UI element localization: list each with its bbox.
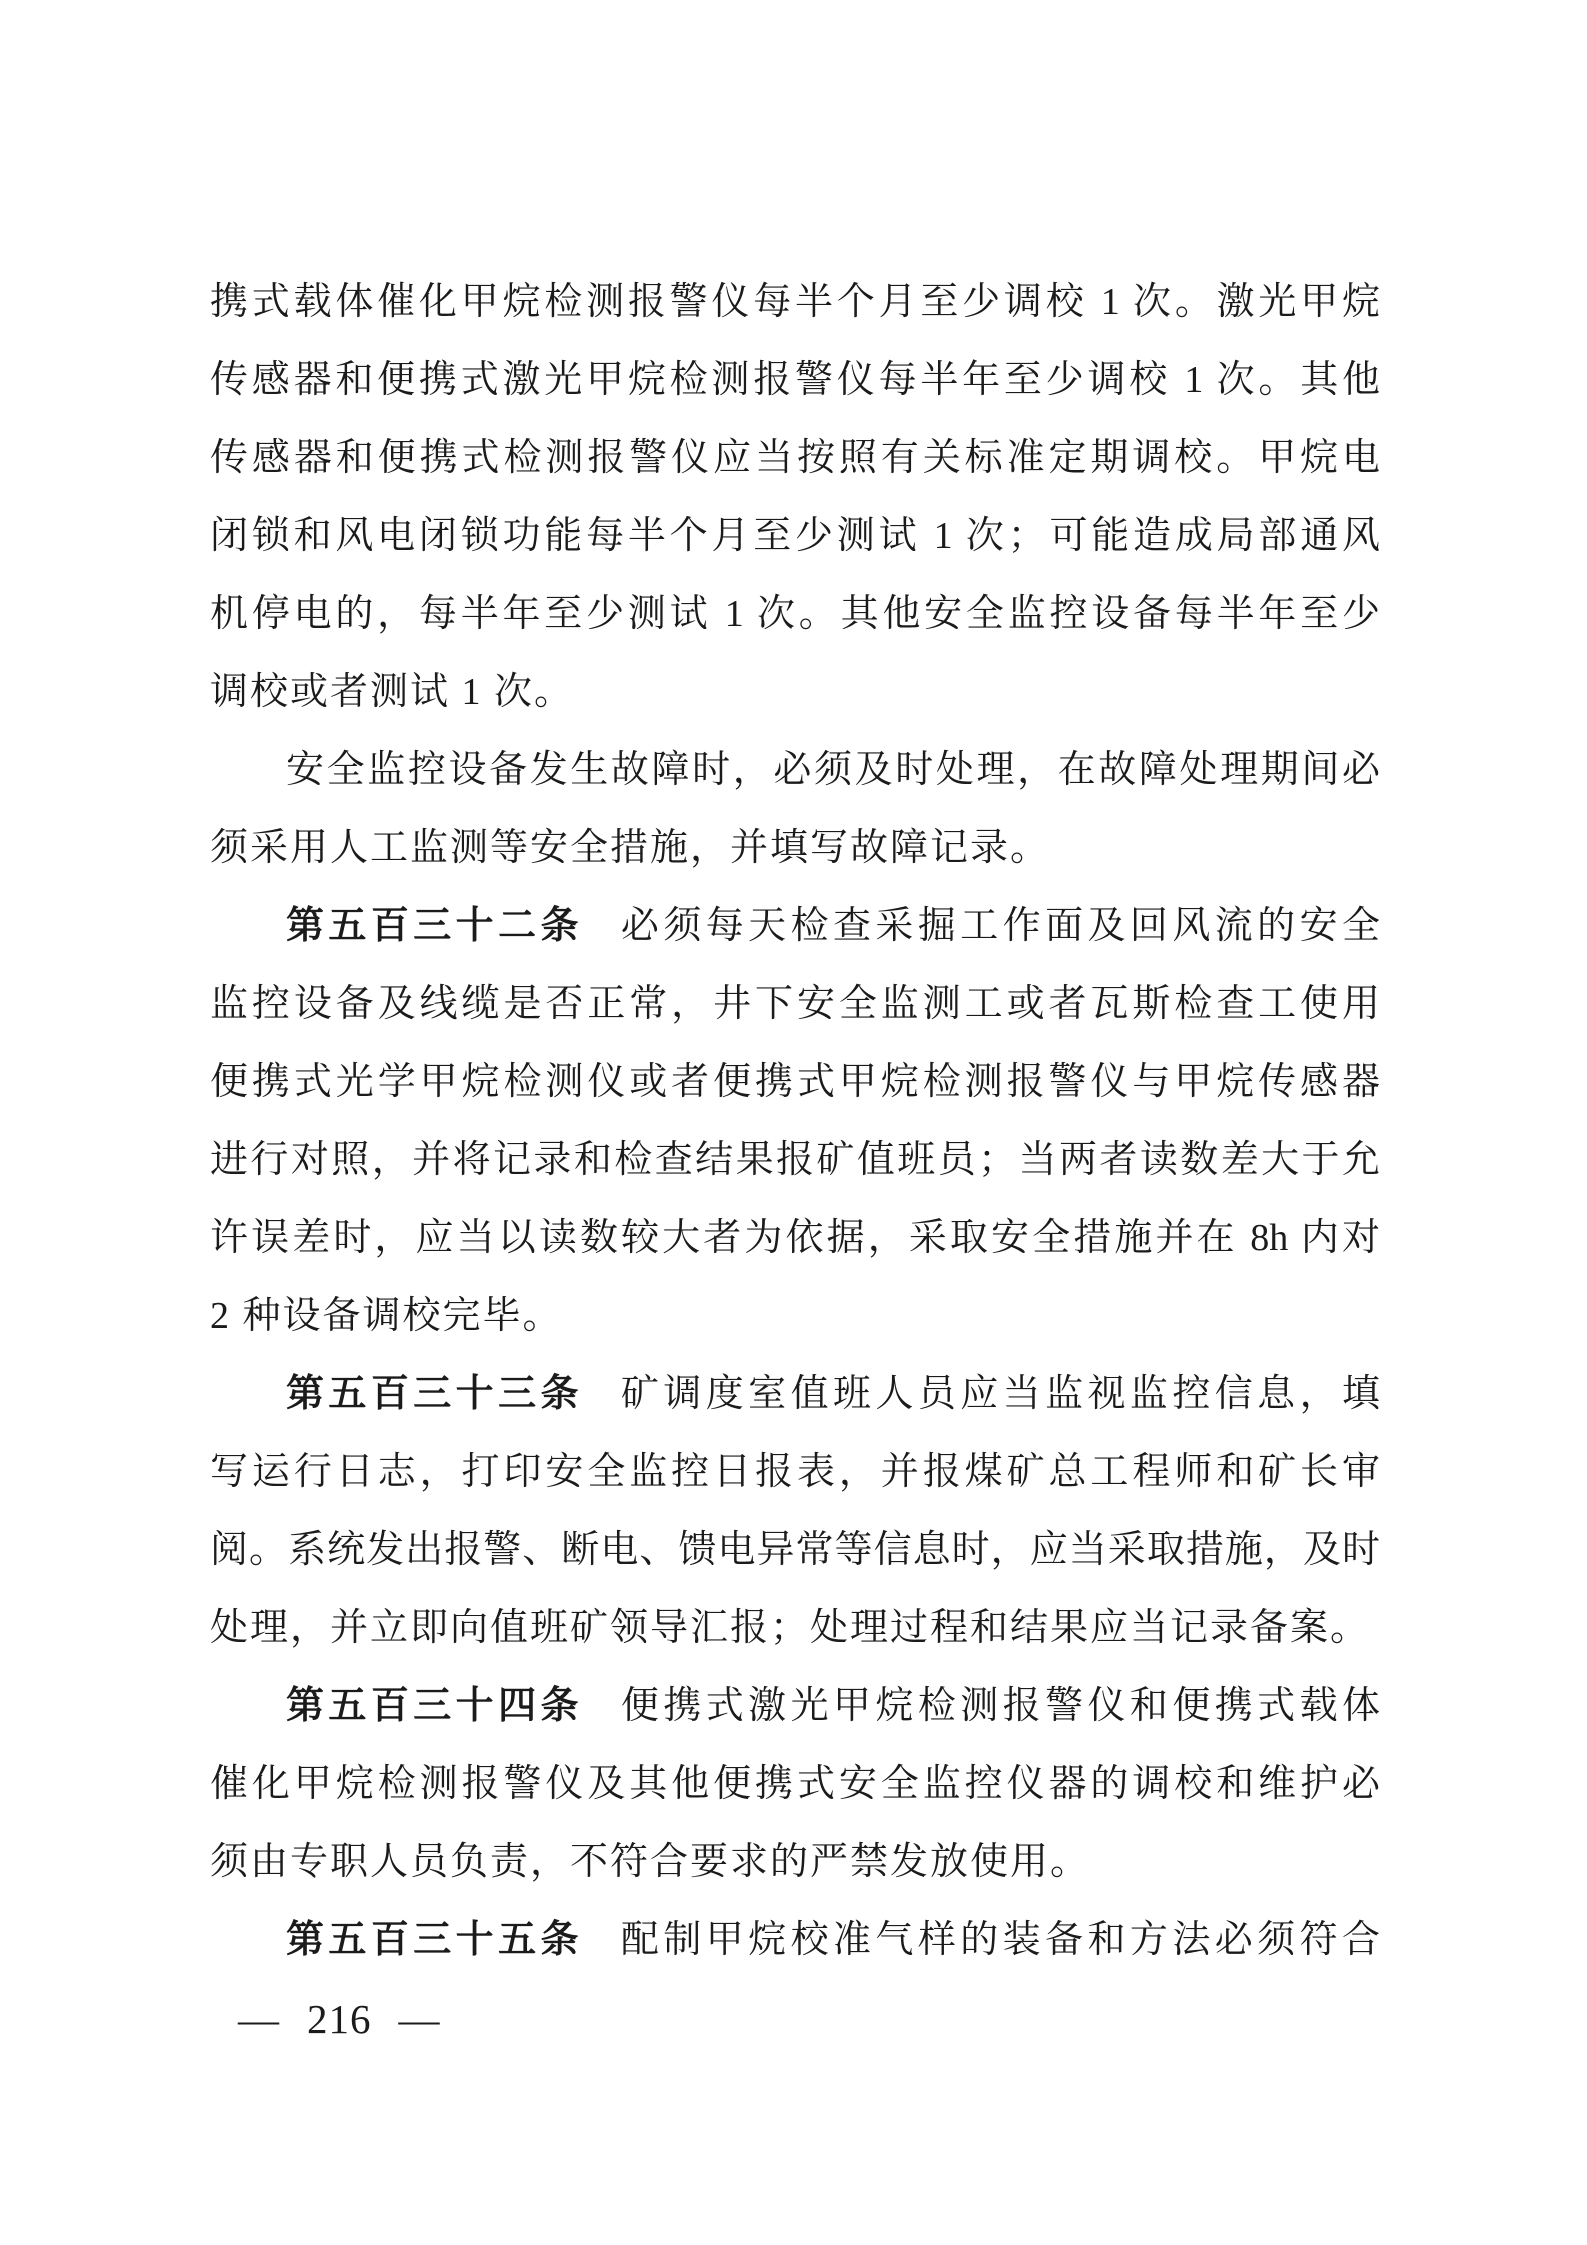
line-text: 携式载体催化甲烷检测报警仪每半个月至少调校 1 次。激光甲烷	[210, 281, 1380, 323]
line-text: 传感器和便携式检测报警仪应当按照有关标准定期调校。甲烷电	[210, 437, 1380, 479]
article-number: 第五百三十五条	[286, 1919, 583, 1961]
text-line	[210, 263, 1380, 341]
line-text: 必须每天检查采掘工作面及回风流的安全	[620, 905, 1380, 947]
line-text: 调校或者测试 1 次。	[210, 671, 575, 713]
text-line	[210, 341, 1380, 419]
line-text: 许误差时，应当以读数较大者为依据，采取安全措施并在 8h 内对	[210, 1217, 1380, 1259]
footer-dash-left: —	[238, 1996, 280, 2042]
line-text: 机停电的，每半年至少测试 1 次。其他安全监控设备每半年至少	[210, 593, 1380, 635]
line-text: 2 种设备调校完毕。	[210, 1295, 563, 1337]
text-line	[210, 809, 1380, 887]
text-line	[210, 1199, 1380, 1277]
line-text: 矿调度室值班人员应当监视监控信息，填	[620, 1373, 1380, 1415]
text-line	[210, 887, 1380, 965]
line-text: 配制甲烷校准气样的装备和方法必须符合	[620, 1919, 1380, 1961]
text-line	[210, 575, 1380, 653]
text-line	[210, 1511, 1380, 1589]
line-text: 进行对照，并将记录和检查结果报矿值班员；当两者读数差大于允	[210, 1139, 1380, 1181]
text-line	[210, 1589, 1380, 1667]
line-text: 阅。系统发出报警、断电、馈电异常等信息时，应当采取措施，及时	[210, 1529, 1380, 1571]
text-line	[210, 1901, 1380, 1979]
text-line	[210, 1277, 1380, 1355]
page-footer	[238, 1996, 441, 2042]
text-line	[210, 1823, 1380, 1901]
line-text: 安全监控设备发生故障时，必须及时处理，在故障处理期间必	[286, 749, 1380, 791]
text-line	[210, 731, 1380, 809]
line-text: 便携式激光甲烷检测报警仪和便携式载体	[620, 1685, 1380, 1727]
text-line	[210, 1043, 1380, 1121]
line-text: 催化甲烷检测报警仪及其他便携式安全监控仪器的调校和维护必	[210, 1763, 1380, 1805]
line-text: 须由专职人员负责，不符合要求的严禁发放使用。	[210, 1841, 1091, 1883]
line-text: 写运行日志，打印安全监控日报表，并报煤矿总工程师和矿长审	[210, 1451, 1380, 1493]
line-text: 闭锁和风电闭锁功能每半个月至少测试 1 次；可能造成局部通风	[210, 515, 1380, 557]
article-number: 第五百三十二条	[286, 905, 583, 947]
text-line	[210, 1121, 1380, 1199]
article-number: 第五百三十三条	[286, 1373, 583, 1415]
line-text: 便携式光学甲烷检测仪或者便携式甲烷检测报警仪与甲烷传感器	[210, 1061, 1380, 1103]
page-number: 216	[307, 1996, 372, 2042]
footer-dash-right: —	[398, 1996, 441, 2042]
article-number: 第五百三十四条	[286, 1685, 583, 1727]
line-text: 传感器和便携式激光甲烷检测报警仪每半年至少调校 1 次。其他	[210, 359, 1380, 401]
text-line	[210, 653, 1380, 731]
text-line	[210, 419, 1380, 497]
body-text	[210, 263, 1380, 1979]
line-text: 须采用人工监测等安全措施，并填写故障记录。	[210, 827, 1051, 869]
text-line	[210, 1433, 1380, 1511]
text-line	[210, 497, 1380, 575]
text-line	[210, 1355, 1380, 1433]
text-line	[210, 1667, 1380, 1745]
text-line	[210, 1745, 1380, 1823]
line-text: 处理，并立即向值班矿领导汇报；处理过程和结果应当记录备案。	[210, 1607, 1371, 1649]
text-line	[210, 965, 1380, 1043]
line-text: 监控设备及线缆是否正常，井下安全监测工或者瓦斯检查工使用	[210, 983, 1380, 1025]
